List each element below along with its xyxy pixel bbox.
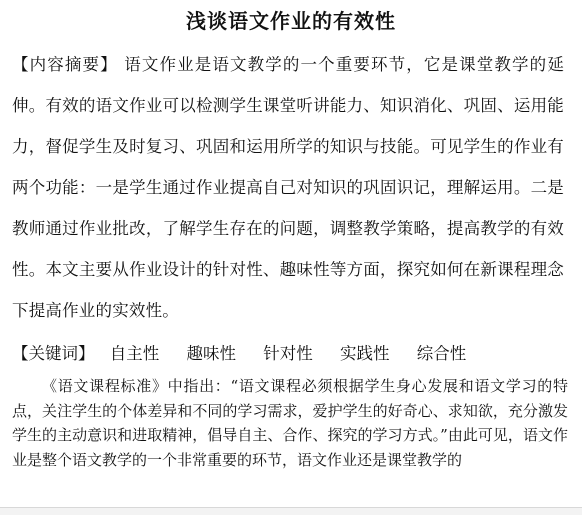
keywords-line [12,334,572,374]
body-paragraph: 《语文课程标准》中指出：“语文课程必须根据学生身心发展和语文学习的特点，关注学生的个体差异和不同的学习需求，爱护学生的好奇心、求知欲，充分激发学生的主动意识和进取精神，倡导自主、合作、探究的学习方式。”由此可见，语文作业是整个语文教学的一个非常重要的环节，语文作业还是课堂教学的 [12,377,568,469]
keyword-2: 趣味性 [186,344,236,363]
abstract-text: 语文作业是语文教学的一个重要环节，它是课堂教学的延伸。有效的语文作业可以检测学生课堂听讲能力、知识消化、巩固、运用能力，督促学生及时复习、巩固和运用所学的知识与技能。可见学生的作业有两个功能：一是学生通过作业提高自己对知识的巩固识记，理解运用。二是教师通过作业批改，了解学生存在的问题，调整教学策略，提高教学的有效性。本文主要从作业设计的针对性、趣味性等方面，探究如何在新课程理念下提高作业的实效性。 [12,55,565,320]
abstract-paragraph [12,44,564,331]
keyword-1: 自主性 [109,344,160,363]
keyword-4: 实践性 [340,344,390,363]
abstract-label: 【内容摘要】 [12,55,118,74]
keyword-3: 针对性 [263,344,313,363]
keywords-label: 【关键词】 [12,344,95,363]
keyword-5: 综合性 [416,344,467,363]
page-bottom-edge [0,507,582,515]
document-title: 浅谈语文作业的有效性 [186,9,396,33]
